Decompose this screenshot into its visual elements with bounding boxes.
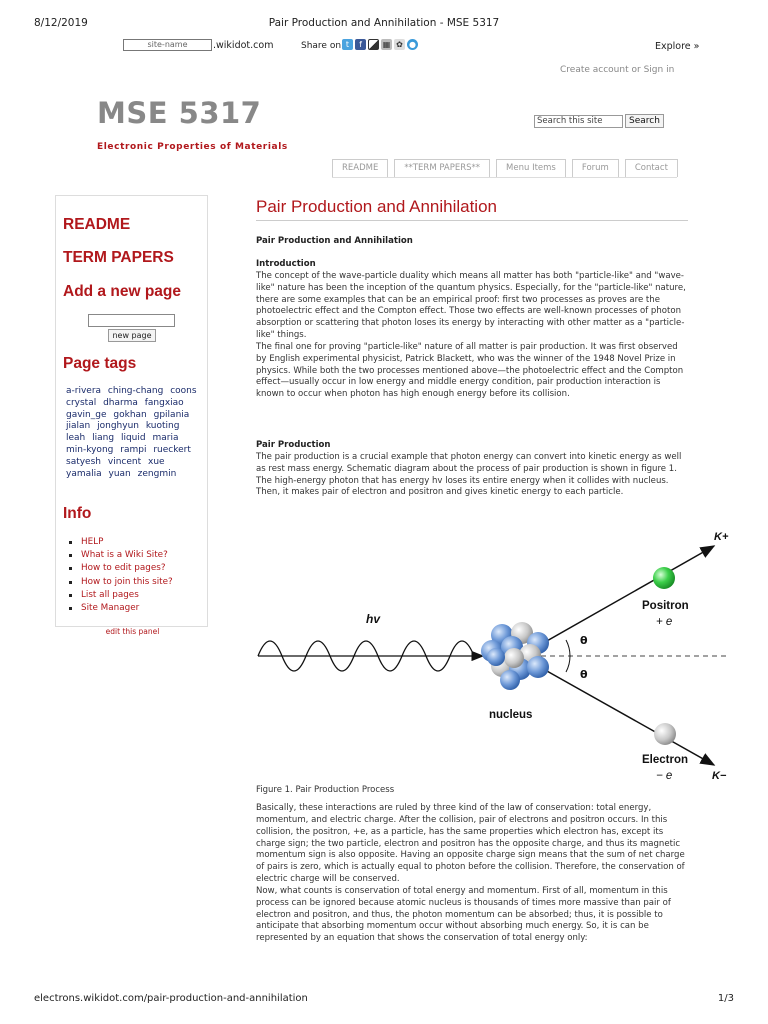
pair-production-heading: Pair Production xyxy=(256,440,331,450)
site-name-input[interactable]: site-name xyxy=(123,39,212,51)
pair-production-paragraph: The pair production is a crucial example that photon energy can convert into kinetic energy as well as rest mass energy. Schematic diagram about the process of pair production is shown in figure 1. The high-energy photon that has energy hv loses its entire energy when it collides with nucleus. Then, it makes pair of electron and positron and gives kinetic energy to each particle. xyxy=(256,451,682,498)
digg-icon[interactable]: ▦ xyxy=(382,40,391,49)
intro-section xyxy=(256,259,688,401)
intro-heading: Introduction xyxy=(256,259,316,269)
site-subtitle: Electronic Properties of Materials xyxy=(97,142,288,152)
or-text: or xyxy=(631,65,641,75)
wikidot-bar xyxy=(0,38,768,56)
print-title: Pair Production and Annihilation - MSE 5317 xyxy=(268,17,500,29)
print-header xyxy=(34,17,734,31)
electron-charge-label: − e xyxy=(656,770,673,782)
figure-caption: Figure 1. Pair Production Process xyxy=(256,785,395,795)
tag-link[interactable]: liang xyxy=(92,433,115,444)
electron-trajectory xyxy=(538,666,714,765)
tab-menu-items[interactable]: Menu Items xyxy=(496,159,566,177)
positron-particle xyxy=(653,567,675,589)
info-site-manager-link[interactable]: Site Manager xyxy=(69,602,173,615)
tag-link[interactable]: vincent xyxy=(107,456,142,467)
tab-contact[interactable]: Contact xyxy=(625,159,678,177)
tag-link[interactable]: gpilania xyxy=(153,409,190,420)
nav-divider xyxy=(332,177,677,178)
tag-link[interactable]: min-kyong xyxy=(66,444,114,455)
tag-link[interactable]: fangxiao xyxy=(144,397,184,408)
wikidot-domain: .wikidot.com xyxy=(213,40,274,51)
nucleus-cluster xyxy=(481,622,549,690)
tag-link[interactable]: xue xyxy=(148,456,165,467)
article-heading xyxy=(256,236,688,248)
positron-trajectory xyxy=(538,546,714,646)
search-button[interactable]: Search xyxy=(625,114,664,128)
nucleus-label: nucleus xyxy=(489,709,533,721)
tab-term-papers[interactable]: **TERM PAPERS** xyxy=(394,159,490,177)
reddit-icon[interactable]: ✿ xyxy=(394,39,405,50)
create-account-link[interactable]: Create account xyxy=(560,65,629,75)
twitter-icon[interactable]: t xyxy=(342,39,353,50)
print-url: electrons.wikidot.com/pair-production-and-annihilation xyxy=(34,993,308,1004)
info-wiki-site-link[interactable]: What is a Wiki Site? xyxy=(69,549,173,562)
tag-link[interactable]: dharma xyxy=(103,397,138,408)
theta-lower-label: θ xyxy=(580,668,588,681)
tag-link[interactable]: yuan xyxy=(108,468,131,479)
info-list-pages-link[interactable]: List all pages xyxy=(69,589,173,602)
positron-charge-label: + e xyxy=(656,616,673,628)
account-links xyxy=(560,65,674,75)
sidebar-info-heading: Info xyxy=(63,505,92,522)
conservation-paragraph-2: Now, what counts is conservation of total energy and momentum. First of all, momentum in this process can be ignored because atomic nucleus is thousands of times more massive than pair of electron and positron, and thus, the photon momentum can be absorbed; thus, it is possible to anticipate that absorbing momentum occur without absorbing much energy. So, it is can be represented by an equation that shows the conservation of total energy only: xyxy=(256,885,671,944)
delicious-icon[interactable] xyxy=(368,39,379,50)
title-divider xyxy=(256,220,688,221)
side-bar xyxy=(55,195,208,636)
k-plus-label: K+ xyxy=(714,531,729,543)
pair-production-figure xyxy=(256,527,732,783)
tag-link[interactable]: rampi xyxy=(120,444,147,455)
intro-paragraph-1: The concept of the wave-particle duality which means all matter has both "particle-like" and "wave-like" nature has been the inception of the quantum physics. Especially, for the "particle-like" nature, there are some examples that can be an empirical proof: first two processes as proves are the photoelectric effect and the Compton effect. Those two effects are well-known processes of photon absorption or scattering that photon loses its energy by interacting with other matter as a "particle-like" things. xyxy=(256,270,686,341)
hv-label: hv xyxy=(366,612,381,626)
sign-in-link[interactable]: Sign in xyxy=(643,65,675,75)
tag-link[interactable]: gokhan xyxy=(113,409,147,420)
sidebar-add-page-heading: Add a new page xyxy=(63,283,181,300)
conservation-section xyxy=(256,803,688,945)
sidebar-readme-link[interactable]: README xyxy=(63,216,131,233)
positron-label: Positron xyxy=(642,600,689,612)
info-help-link[interactable]: HELP xyxy=(69,536,173,549)
info-edit-pages-link[interactable]: How to edit pages? xyxy=(69,562,173,575)
article-heading-text: Pair Production and Annihilation xyxy=(256,236,413,246)
tag-link[interactable]: a-rivera xyxy=(66,386,102,396)
k-minus-label: K− xyxy=(712,770,727,782)
intro-paragraph-2: The final one for proving "particle-like" nature of all matter is pair production. It was first observed by English experimental physicist, Patrick Blackett, who was the winner of the 1948 Novel Prize in physics. While both the two processes mentioned above—the photoelectric effect and the Compton effect—usually occur in low energy and middle energy condition, pair production interaction is known to occur when photon has high enough energy before its collision. xyxy=(256,341,684,400)
edit-panel-link[interactable]: edit this panel xyxy=(105,627,160,636)
electron-particle xyxy=(654,723,676,745)
tab-forum[interactable]: Forum xyxy=(572,159,619,177)
share-icons xyxy=(342,39,418,50)
sidebar-page-tags-heading: Page tags xyxy=(63,355,137,372)
print-page-number: 1/3 xyxy=(717,993,734,1004)
page-title: Pair Production and Annihilation xyxy=(256,197,497,216)
tag-link[interactable]: satyesh xyxy=(66,456,101,467)
sidebar-term-papers-link[interactable]: TERM PAPERS xyxy=(63,249,174,266)
site-title[interactable]: MSE 5317 xyxy=(97,96,262,130)
share-label: Share on xyxy=(301,41,342,51)
tag-link[interactable]: maria xyxy=(152,433,179,444)
new-page-button[interactable]: new page xyxy=(108,329,156,342)
tag-link[interactable]: zengmin xyxy=(137,468,177,479)
new-page-name-input[interactable] xyxy=(88,314,175,327)
conservation-paragraph-1: Basically, these interactions are ruled by three kind of the law of conservation: total energy, momentum, and electric charge. After the collision, pair of electrons and positron occurs. In this collision, the positron, +e, as a particle, has the same properties which electron has, except its charge sign; the two particle, electron and positron has the opposite charge, and thus its magnetic momentum sign is also opposite. Having an opposite charge sign means that the sum of net charge of pairs is zero, which is actually equal to photon before the collision. Therefore, the conservation of electric charge will be conserved. xyxy=(256,803,685,885)
tag-link[interactable]: jialan xyxy=(66,421,91,432)
tag-link[interactable]: kuoting xyxy=(145,421,180,432)
info-list xyxy=(69,536,173,615)
print-date: 8/12/2019 xyxy=(34,17,88,29)
tag-link[interactable]: yamalia xyxy=(66,468,102,479)
tag-link[interactable]: rueckert xyxy=(153,444,191,455)
tag-link[interactable]: leah xyxy=(66,433,86,444)
info-join-site-link[interactable]: How to join this site? xyxy=(69,576,173,589)
tag-link[interactable]: ching-chang xyxy=(107,386,164,396)
facebook-icon[interactable]: f xyxy=(355,39,366,50)
tag-link[interactable]: liquid xyxy=(120,433,146,444)
tag-link[interactable]: coons xyxy=(170,386,197,396)
pair-production-diagram xyxy=(256,527,732,783)
theta-upper-label: θ xyxy=(580,634,588,647)
tag-link[interactable]: gavin_ge xyxy=(66,409,107,420)
tag-link[interactable]: jonghyun xyxy=(97,421,139,432)
pair-production-section xyxy=(256,440,688,499)
explore-link[interactable]: Explore » xyxy=(655,41,700,52)
search-input[interactable]: Search this site xyxy=(534,115,623,128)
theta-arc-upper xyxy=(566,640,570,656)
tab-readme[interactable]: README xyxy=(332,159,388,177)
theta-arc-lower xyxy=(566,656,570,672)
electron-label: Electron xyxy=(642,754,689,766)
tag-link[interactable]: crystal xyxy=(66,397,97,408)
stumbleupon-icon[interactable]: ● xyxy=(407,39,418,50)
tag-cloud xyxy=(66,386,201,480)
top-nav xyxy=(332,159,678,177)
print-footer xyxy=(34,993,734,1007)
